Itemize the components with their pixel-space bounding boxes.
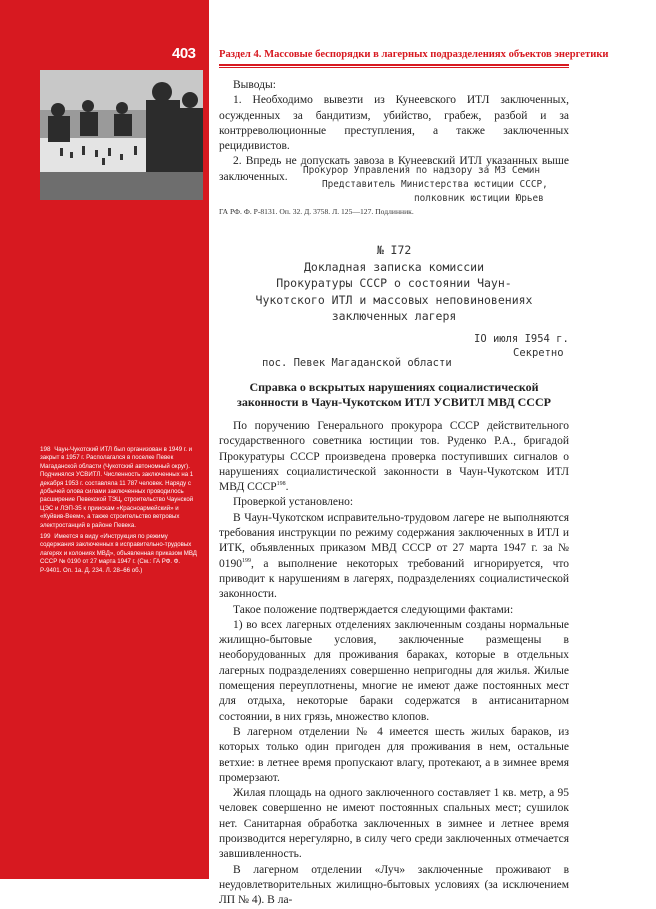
signature-line-1: Прокурор Управления по надзору за МЗ Семин xyxy=(303,165,541,176)
archival-photo xyxy=(40,70,203,200)
footnote-198: 198 Чаун-Чукотский ИТЛ был организован в 1949 г. и закрыт в 1957 г. Располагался в поселке Певек Магаданской области (Чукотский автономный округ). Подчинялся УСВИТЛ. Численность заключенных на 1 декабря 1953 г. составляла 11 787 человек. Наряду с добычей олова силами заключенных проводилось расширение Певекской ТЭЦ, строительство Чаунской ЦЭС и ЛЭП-35 к приискам «Красноармейский» и «Куйвив-Веем», а также строительство ветровых электростанций в районе Певека. xyxy=(40,446,194,529)
conclusion-item-1: 1. Необходимо вывезти из Кунеевского ИТЛ заключенных, осужденных за бандитизм, убийство, грабеж, разбой и за контрреволюционные преступления, а также заключенных рецидивистов. xyxy=(219,94,569,153)
document-place: пос. Певек Магаданской области xyxy=(262,357,452,369)
title-line-4: заключенных лагеря xyxy=(331,309,457,323)
title-line-3: Чукотского ИТЛ и массовых неповиновениях xyxy=(255,292,533,307)
header-rule xyxy=(219,64,569,66)
archive-source: ГА РФ. Ф. Р-8131. Оп. 32. Д. 3758. Л. 125—127. Подлинник. xyxy=(219,207,414,216)
paragraph: Проверкой установлено: xyxy=(233,496,354,509)
signature-line-3: полковник юстиции Юрьев xyxy=(414,193,544,204)
document-date: IO июля I954 г. xyxy=(474,333,569,345)
report-body xyxy=(219,419,569,909)
conclusion-item-2: 2. Впредь не допускать завоза в Кунеевский ИТЛ указанных выше заключенных. xyxy=(219,155,569,183)
title-line-2: Прокуратуры СССР о состоянии Чаун- xyxy=(276,276,512,290)
paragraph: Жилая площадь на одного заключенного составляет 1 кв. метр, а 95 человек совершенно не имеют постоянных спальных мест; сушилок нет. Санитарная обработка заключенных в зимнее и летнее время производится нерегулярно, в силу чего среди заключенных отмечается завшивленность. xyxy=(219,787,569,861)
footnotes xyxy=(40,446,202,578)
report-subtitle xyxy=(219,380,569,410)
paragraph: 1) во всех лагерных отделениях заключенным созданы нормальные жилищно-бытовые условия, заключенные размещены в необорудованных для проживания бараках, которые в отдельных лагерных подразделениях совершенно непригодны для жилья. Жилые помещения переуплотнены, многие не имеют даже постоянных мест для отдыха, некоторые бараки содержатся в антисанитарном состоянии, в них грязь, множество клопов. xyxy=(219,618,569,723)
subtitle-line-1: Справка о вскрытых нарушениях социалистической xyxy=(249,380,539,394)
paragraph: В лагерном отделении № 4 имеется шесть жилых бараков, из которых только один пригоден для проживания в нем, остальные ветхие: в летнее время пропускают влагу, протекают, а в зимнее время промерзают. xyxy=(219,725,569,784)
footnote-199: 199 Имеется в виду «Инструкция по режиму содержания заключенных в исправительно-трудовых лагерях и колониях МВД», объявленная приказом МВД СССР № 0190 от 27 марта 1947 г. (См.: ГА РФ. Ф. Р-9401. Оп. 1а. Д. 234. Л. 28–66 об.) xyxy=(40,533,197,574)
conclusions-heading: Выводы: xyxy=(233,79,276,91)
document-title xyxy=(219,242,569,325)
document-number: № I72 xyxy=(376,243,412,257)
paragraph: В лагерном отделении «Луч» заключенные проживают в неудовлетворительных жилищно-бытовых условиях (за исключением ЛП № 4). В ла- xyxy=(219,863,569,907)
footnote-ref-199: 199 xyxy=(242,557,251,564)
subtitle-line-2: законности в Чаун-Чукотском ИТЛ УСВИТЛ МВД СССР xyxy=(237,395,551,409)
paragraph: Такое положение подтверждается следующими фактами: xyxy=(233,603,514,616)
paragraph: По поручению Генерального прокурора СССР действительного государственного советника юстиции тов. Руденко Р.А., бригадой Прокуратуры СССР произведена проверка поступивших сигналов о нарушениях социалистической законности в Чаун-Чукотском ИТЛ МВД СССР$^{198}$. xyxy=(219,420,569,494)
header-rule-thin xyxy=(219,67,569,68)
signature-line-2: Представитель Министерства юстиции СССР, xyxy=(322,179,548,190)
section-header: Раздел 4. Массовые беспорядки в лагерных подразделениях объектов энергетики xyxy=(219,49,609,60)
secrecy-mark: Секретно xyxy=(513,347,564,359)
title-line-1: Докладная записка комиссии xyxy=(303,259,484,274)
page-number: 403 xyxy=(172,45,196,62)
paragraph: В Чаун-Чукотском исправительно-трудовом лагере не выполняются требования инструкции по режиму содержания заключенных в ИТЛ и ИТК, объявленных приказом МВД СССР от 27 марта 1947 г. за № 0190$^{199}$, а выполнение некоторых требований игнорируется, что приводит к нарушениям в лагерях, подразделениях социалистической законности. xyxy=(219,511,569,601)
footnote-ref-198: 198 xyxy=(276,481,286,488)
